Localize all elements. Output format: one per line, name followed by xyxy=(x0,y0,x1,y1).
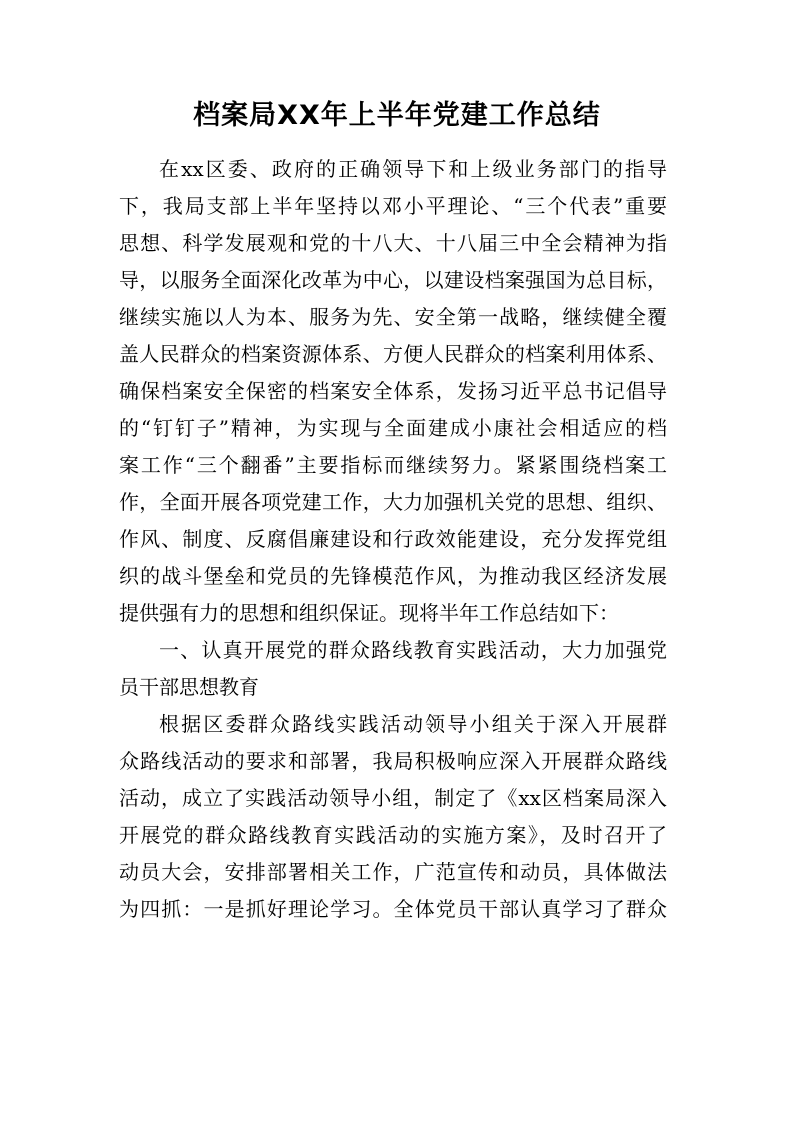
text-line: 为四抓：一是抓好理论学习。全体党员干部认真学习了群众 xyxy=(119,897,667,921)
text-line: 活动，成立了实践活动领导小组，制定了《xx区档案局深入 xyxy=(119,786,667,810)
text-line: 盖人民群众的档案资源体系、方便人民群众的档案利用体系、 xyxy=(119,342,667,366)
section-heading xyxy=(119,632,667,706)
document-title: 档案局XX年上半年党建工作总结 xyxy=(193,100,601,131)
text-line: 织的战斗堡垒和党员的先锋模范作风，为推动我区经济发展 xyxy=(119,564,667,588)
document-body xyxy=(119,151,667,928)
section-paragraph xyxy=(119,706,667,928)
text-line: 作风、制度、反腐倡廉建设和行政效能建设，充分发挥党组 xyxy=(119,527,667,551)
text-line: 案工作“三个翻番”主要指标而继续努力。紧紧围绕档案工 xyxy=(119,453,667,477)
text-line: 确保档案安全保密的档案安全体系，发扬习近平总书记倡导 xyxy=(119,379,667,403)
intro-paragraph xyxy=(119,151,667,632)
text-line: 开展党的群众路线教育实践活动的实施方案》，及时召开了 xyxy=(119,823,667,847)
text-line: 继续实施以人为本、服务为先、安全第一战略，继续健全覆 xyxy=(119,305,667,329)
text-line: 作，全面开展各项党建工作，大力加强机关党的思想、组织、 xyxy=(119,490,667,514)
text-line: 根据区委群众路线实践活动领导小组关于深入开展群 xyxy=(159,712,667,736)
text-line: 动员大会，安排部署相关工作，广范宣传和动员，具体做法 xyxy=(119,860,667,884)
text-line: 提供强有力的思想和组织保证。现将半年工作总结如下： xyxy=(119,601,619,625)
heading-line: 一、认真开展党的群众路线教育实践活动，大力加强党 xyxy=(159,638,667,662)
text-line: 众路线活动的要求和部署，我局积极响应深入开展群众路线 xyxy=(119,749,667,773)
text-line: 的“钉钉子”精神，为实现与全面建成小康社会相适应的档 xyxy=(119,416,667,440)
text-line: 下，我局支部上半年坚持以邓小平理论、“三个代表”重要 xyxy=(119,194,667,218)
text-line: 在xx区委、政府的正确领导下和上级业务部门的指导 xyxy=(159,157,667,181)
text-line: 导，以服务全面深化改革为中心，以建设档案强国为总目标， xyxy=(119,268,667,292)
heading-line: 员干部思想教育 xyxy=(119,675,259,699)
text-line: 思想、科学发展观和党的十八大、十八届三中全会精神为指 xyxy=(119,231,667,255)
